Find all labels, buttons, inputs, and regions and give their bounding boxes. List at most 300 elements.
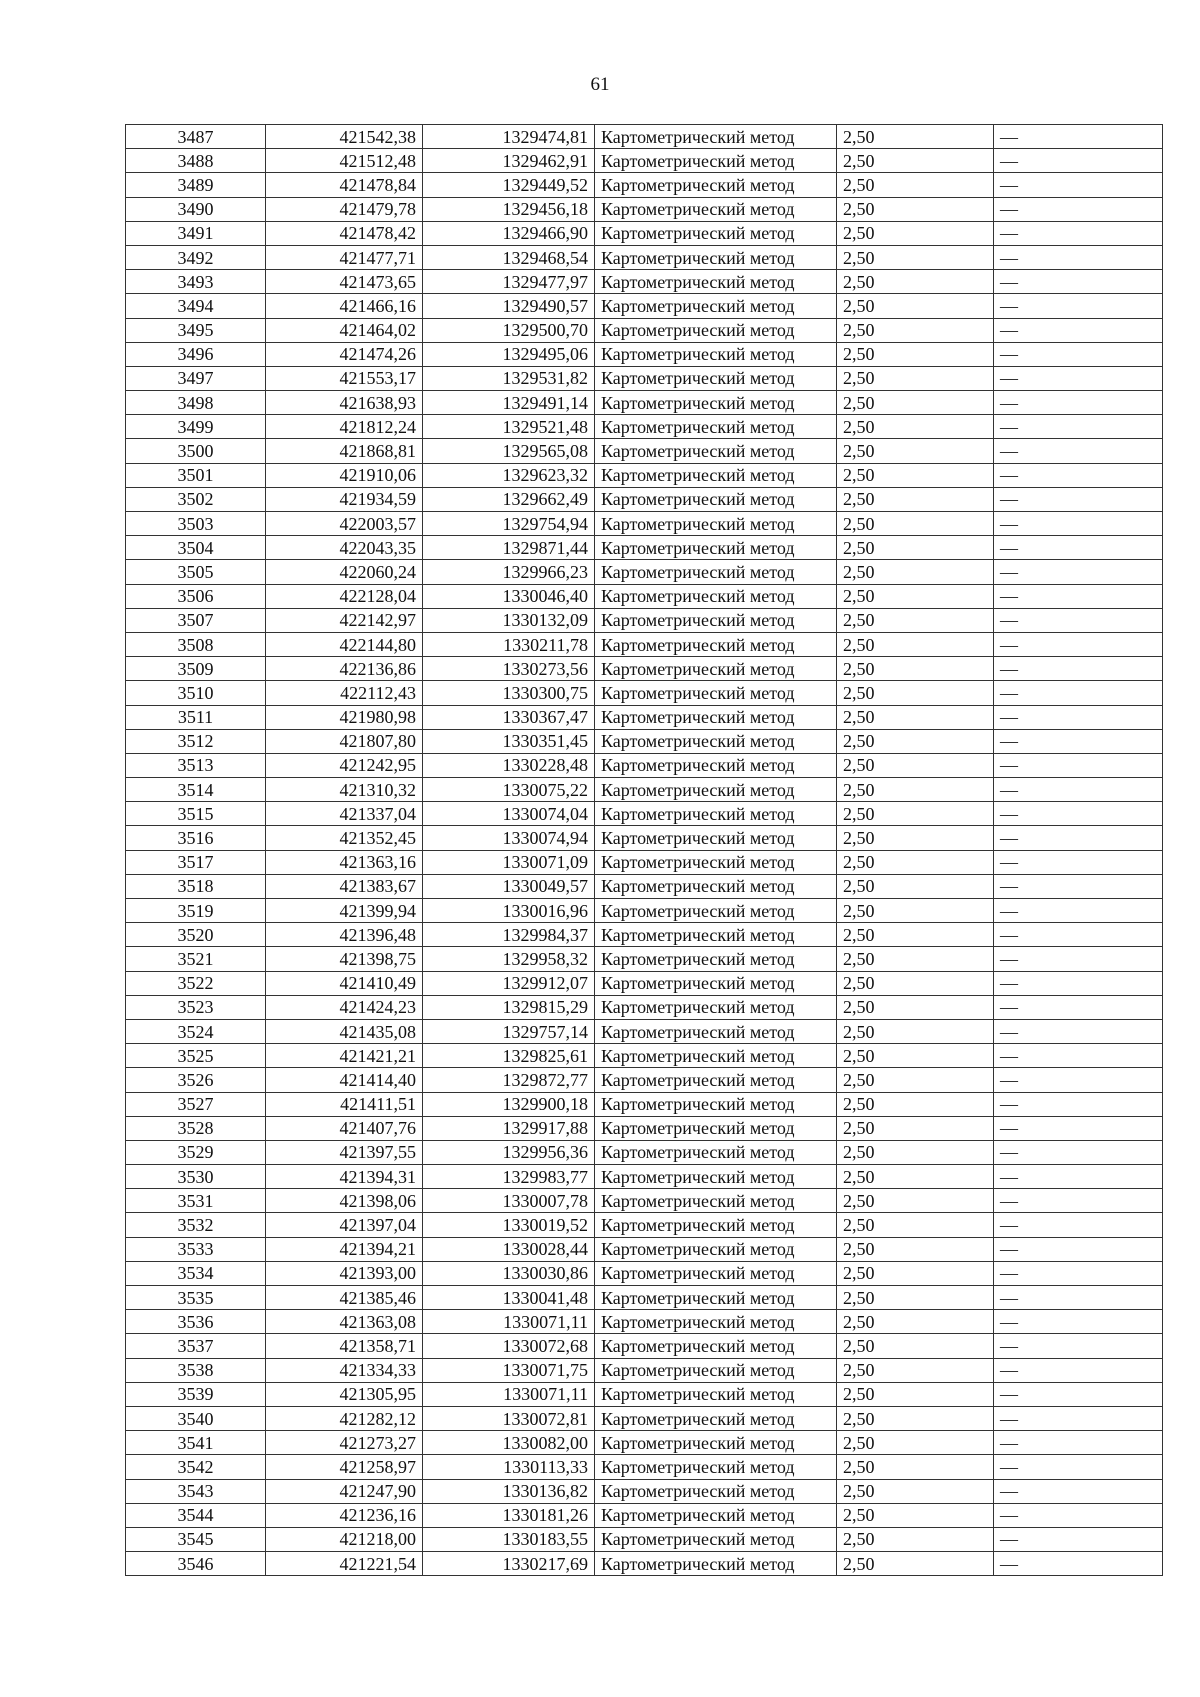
note-cell: —	[994, 850, 1163, 874]
point-number-cell: 3537	[126, 1334, 266, 1358]
x-coordinate-cell: 421934,59	[266, 487, 423, 511]
y-coordinate-cell: 1330071,11	[423, 1310, 595, 1334]
note-cell: —	[994, 366, 1163, 390]
x-coordinate-cell: 421421,21	[266, 1044, 423, 1068]
x-coordinate-cell: 421282,12	[266, 1406, 423, 1430]
point-number-cell: 3534	[126, 1261, 266, 1285]
table-row	[126, 294, 1163, 318]
note-cell: —	[994, 995, 1163, 1019]
note-cell: —	[994, 681, 1163, 705]
table-row	[126, 1092, 1163, 1116]
x-coordinate-cell: 421398,75	[266, 947, 423, 971]
table-row	[126, 1044, 1163, 1068]
y-coordinate-cell: 1329531,82	[423, 366, 595, 390]
point-number-cell: 3515	[126, 802, 266, 826]
error-cell: 2,50	[837, 874, 994, 898]
note-cell: —	[994, 1334, 1163, 1358]
point-number-cell: 3490	[126, 197, 266, 221]
error-cell: 2,50	[837, 1382, 994, 1406]
method-cell: Картометрический метод	[595, 560, 837, 584]
error-cell: 2,50	[837, 681, 994, 705]
point-number-cell: 3540	[126, 1406, 266, 1430]
note-cell: —	[994, 463, 1163, 487]
y-coordinate-cell: 1329872,77	[423, 1068, 595, 1092]
point-number-cell: 3545	[126, 1527, 266, 1551]
table-row	[126, 1261, 1163, 1285]
error-cell: 2,50	[837, 1261, 994, 1285]
note-cell: —	[994, 753, 1163, 777]
page-number: 61	[590, 74, 610, 95]
note-cell: —	[994, 1382, 1163, 1406]
point-number-cell: 3525	[126, 1044, 266, 1068]
table-row	[126, 1406, 1163, 1430]
x-coordinate-cell: 421638,93	[266, 391, 423, 415]
point-number-cell: 3512	[126, 729, 266, 753]
y-coordinate-cell: 1329495,06	[423, 342, 595, 366]
table-row	[126, 1286, 1163, 1310]
x-coordinate-cell: 421247,90	[266, 1479, 423, 1503]
x-coordinate-cell: 421414,40	[266, 1068, 423, 1092]
y-coordinate-cell: 1329468,54	[423, 245, 595, 269]
table-row	[126, 463, 1163, 487]
table-row	[126, 995, 1163, 1019]
table-row	[126, 657, 1163, 681]
point-number-cell: 3498	[126, 391, 266, 415]
error-cell: 2,50	[837, 995, 994, 1019]
error-cell: 2,50	[837, 270, 994, 294]
x-coordinate-cell: 421236,16	[266, 1503, 423, 1527]
y-coordinate-cell: 1329462,91	[423, 149, 595, 173]
point-number-cell: 3522	[126, 971, 266, 995]
method-cell: Картометрический метод	[595, 1116, 837, 1140]
table-row	[126, 850, 1163, 874]
method-cell: Картометрический метод	[595, 342, 837, 366]
point-number-cell: 3495	[126, 318, 266, 342]
x-coordinate-cell: 421477,71	[266, 245, 423, 269]
y-coordinate-cell: 1329815,29	[423, 995, 595, 1019]
table-row	[126, 560, 1163, 584]
error-cell: 2,50	[837, 899, 994, 923]
table-row	[126, 270, 1163, 294]
error-cell: 2,50	[837, 923, 994, 947]
method-cell: Картометрический метод	[595, 294, 837, 318]
table-row	[126, 729, 1163, 753]
method-cell: Картометрический метод	[595, 1527, 837, 1551]
x-coordinate-cell: 421478,84	[266, 173, 423, 197]
x-coordinate-cell: 422142,97	[266, 608, 423, 632]
note-cell: —	[994, 874, 1163, 898]
table-row	[126, 923, 1163, 947]
point-number-cell: 3519	[126, 899, 266, 923]
error-cell: 2,50	[837, 850, 994, 874]
error-cell: 2,50	[837, 294, 994, 318]
error-cell: 2,50	[837, 1237, 994, 1261]
note-cell: —	[994, 1431, 1163, 1455]
y-coordinate-cell: 1329477,97	[423, 270, 595, 294]
y-coordinate-cell: 1330072,81	[423, 1406, 595, 1430]
x-coordinate-cell: 421542,38	[266, 125, 423, 149]
method-cell: Картометрический метод	[595, 1213, 837, 1237]
note-cell: —	[994, 149, 1163, 173]
note-cell: —	[994, 971, 1163, 995]
table-row	[126, 1479, 1163, 1503]
x-coordinate-cell: 421397,55	[266, 1140, 423, 1164]
x-coordinate-cell: 421363,08	[266, 1310, 423, 1334]
y-coordinate-cell: 1330113,33	[423, 1455, 595, 1479]
error-cell: 2,50	[837, 584, 994, 608]
y-coordinate-cell: 1330028,44	[423, 1237, 595, 1261]
note-cell: —	[994, 705, 1163, 729]
error-cell: 2,50	[837, 1527, 994, 1551]
point-number-cell: 3509	[126, 657, 266, 681]
note-cell: —	[994, 1455, 1163, 1479]
y-coordinate-cell: 1330030,86	[423, 1261, 595, 1285]
error-cell: 2,50	[837, 1310, 994, 1334]
error-cell: 2,50	[837, 197, 994, 221]
note-cell: —	[994, 173, 1163, 197]
point-number-cell: 3546	[126, 1552, 266, 1576]
method-cell: Картометрический метод	[595, 149, 837, 173]
point-number-cell: 3530	[126, 1165, 266, 1189]
method-cell: Картометрический метод	[595, 270, 837, 294]
table-row	[126, 826, 1163, 850]
error-cell: 2,50	[837, 1431, 994, 1455]
error-cell: 2,50	[837, 439, 994, 463]
method-cell: Картометрический метод	[595, 995, 837, 1019]
error-cell: 2,50	[837, 1503, 994, 1527]
note-cell: —	[994, 584, 1163, 608]
y-coordinate-cell: 1330019,52	[423, 1213, 595, 1237]
table-row	[126, 1503, 1163, 1527]
note-cell: —	[994, 923, 1163, 947]
note-cell: —	[994, 1261, 1163, 1285]
y-coordinate-cell: 1330300,75	[423, 681, 595, 705]
note-cell: —	[994, 391, 1163, 415]
note-cell: —	[994, 487, 1163, 511]
table-row	[126, 318, 1163, 342]
note-cell: —	[994, 1358, 1163, 1382]
table-row	[126, 874, 1163, 898]
error-cell: 2,50	[837, 1455, 994, 1479]
y-coordinate-cell: 1329662,49	[423, 487, 595, 511]
method-cell: Картометрический метод	[595, 947, 837, 971]
table-row	[126, 1019, 1163, 1043]
y-coordinate-cell: 1330273,56	[423, 657, 595, 681]
x-coordinate-cell: 421474,26	[266, 342, 423, 366]
y-coordinate-cell: 1330071,75	[423, 1358, 595, 1382]
x-coordinate-cell: 421435,08	[266, 1019, 423, 1043]
error-cell: 2,50	[837, 1358, 994, 1382]
method-cell: Картометрический метод	[595, 512, 837, 536]
method-cell: Картометрический метод	[595, 173, 837, 197]
point-number-cell: 3514	[126, 778, 266, 802]
note-cell: —	[994, 1189, 1163, 1213]
point-number-cell: 3505	[126, 560, 266, 584]
point-number-cell: 3511	[126, 705, 266, 729]
table-row	[126, 947, 1163, 971]
point-number-cell: 3532	[126, 1213, 266, 1237]
note-cell: —	[994, 439, 1163, 463]
error-cell: 2,50	[837, 947, 994, 971]
error-cell: 2,50	[837, 1189, 994, 1213]
note-cell: —	[994, 1068, 1163, 1092]
y-coordinate-cell: 1330071,11	[423, 1382, 595, 1406]
table-row	[126, 512, 1163, 536]
x-coordinate-cell: 421258,97	[266, 1455, 423, 1479]
method-cell: Картометрический метод	[595, 1382, 837, 1406]
y-coordinate-cell: 1329825,61	[423, 1044, 595, 1068]
method-cell: Картометрический метод	[595, 632, 837, 656]
error-cell: 2,50	[837, 536, 994, 560]
x-coordinate-cell: 421466,16	[266, 294, 423, 318]
note-cell: —	[994, 270, 1163, 294]
x-coordinate-cell: 421394,31	[266, 1165, 423, 1189]
table-row	[126, 899, 1163, 923]
method-cell: Картометрический метод	[595, 681, 837, 705]
y-coordinate-cell: 1329983,77	[423, 1165, 595, 1189]
x-coordinate-cell: 421397,04	[266, 1213, 423, 1237]
note-cell: —	[994, 342, 1163, 366]
error-cell: 2,50	[837, 778, 994, 802]
point-number-cell: 3492	[126, 245, 266, 269]
x-coordinate-cell: 421305,95	[266, 1382, 423, 1406]
note-cell: —	[994, 1503, 1163, 1527]
method-cell: Картометрический метод	[595, 1165, 837, 1189]
method-cell: Картометрический метод	[595, 705, 837, 729]
point-number-cell: 3491	[126, 221, 266, 245]
error-cell: 2,50	[837, 1286, 994, 1310]
y-coordinate-cell: 1329984,37	[423, 923, 595, 947]
x-coordinate-cell: 421398,06	[266, 1189, 423, 1213]
note-cell: —	[994, 294, 1163, 318]
x-coordinate-cell: 421383,67	[266, 874, 423, 898]
x-coordinate-cell: 421337,04	[266, 802, 423, 826]
y-coordinate-cell: 1330367,47	[423, 705, 595, 729]
y-coordinate-cell: 1329754,94	[423, 512, 595, 536]
table-row	[126, 971, 1163, 995]
y-coordinate-cell: 1329449,52	[423, 173, 595, 197]
table-row	[126, 778, 1163, 802]
point-number-cell: 3529	[126, 1140, 266, 1164]
error-cell: 2,50	[837, 1092, 994, 1116]
note-cell: —	[994, 536, 1163, 560]
method-cell: Картометрический метод	[595, 802, 837, 826]
y-coordinate-cell: 1329500,70	[423, 318, 595, 342]
note-cell: —	[994, 1310, 1163, 1334]
y-coordinate-cell: 1329623,32	[423, 463, 595, 487]
point-number-cell: 3531	[126, 1189, 266, 1213]
table-row	[126, 705, 1163, 729]
y-coordinate-cell: 1330082,00	[423, 1431, 595, 1455]
error-cell: 2,50	[837, 753, 994, 777]
coordinates-table-body	[126, 125, 1163, 1576]
point-number-cell: 3500	[126, 439, 266, 463]
point-number-cell: 3494	[126, 294, 266, 318]
y-coordinate-cell: 1330016,96	[423, 899, 595, 923]
y-coordinate-cell: 1329474,81	[423, 125, 595, 149]
x-coordinate-cell: 421273,27	[266, 1431, 423, 1455]
method-cell: Картометрический метод	[595, 971, 837, 995]
method-cell: Картометрический метод	[595, 1019, 837, 1043]
method-cell: Картометрический метод	[595, 657, 837, 681]
error-cell: 2,50	[837, 487, 994, 511]
x-coordinate-cell: 421478,42	[266, 221, 423, 245]
note-cell: —	[994, 1479, 1163, 1503]
note-cell: —	[994, 1019, 1163, 1043]
note-cell: —	[994, 1140, 1163, 1164]
method-cell: Картометрический метод	[595, 899, 837, 923]
method-cell: Картометрический метод	[595, 245, 837, 269]
point-number-cell: 3538	[126, 1358, 266, 1382]
point-number-cell: 3527	[126, 1092, 266, 1116]
point-number-cell: 3539	[126, 1382, 266, 1406]
x-coordinate-cell: 421385,46	[266, 1286, 423, 1310]
error-cell: 2,50	[837, 1165, 994, 1189]
point-number-cell: 3508	[126, 632, 266, 656]
table-row	[126, 1431, 1163, 1455]
method-cell: Картометрический метод	[595, 391, 837, 415]
note-cell: —	[994, 802, 1163, 826]
x-coordinate-cell: 421464,02	[266, 318, 423, 342]
point-number-cell: 3526	[126, 1068, 266, 1092]
table-row	[126, 802, 1163, 826]
y-coordinate-cell: 1330046,40	[423, 584, 595, 608]
error-cell: 2,50	[837, 125, 994, 149]
error-cell: 2,50	[837, 632, 994, 656]
y-coordinate-cell: 1330074,04	[423, 802, 595, 826]
y-coordinate-cell: 1330132,09	[423, 608, 595, 632]
table-row	[126, 1552, 1163, 1576]
table-row	[126, 1165, 1163, 1189]
method-cell: Картометрический метод	[595, 1044, 837, 1068]
error-cell: 2,50	[837, 1044, 994, 1068]
table-row	[126, 1382, 1163, 1406]
table-row	[126, 753, 1163, 777]
y-coordinate-cell: 1329956,36	[423, 1140, 595, 1164]
error-cell: 2,50	[837, 1406, 994, 1430]
y-coordinate-cell: 1329871,44	[423, 536, 595, 560]
point-number-cell: 3518	[126, 874, 266, 898]
table-row	[126, 1068, 1163, 1092]
error-cell: 2,50	[837, 1479, 994, 1503]
x-coordinate-cell: 422112,43	[266, 681, 423, 705]
x-coordinate-cell: 421512,48	[266, 149, 423, 173]
point-number-cell: 3517	[126, 850, 266, 874]
method-cell: Картометрический метод	[595, 221, 837, 245]
note-cell: —	[994, 125, 1163, 149]
method-cell: Картометрический метод	[595, 463, 837, 487]
note-cell: —	[994, 1213, 1163, 1237]
table-row	[126, 1116, 1163, 1140]
point-number-cell: 3493	[126, 270, 266, 294]
table-row	[126, 366, 1163, 390]
x-coordinate-cell: 421473,65	[266, 270, 423, 294]
y-coordinate-cell: 1330183,55	[423, 1527, 595, 1551]
table-row	[126, 1358, 1163, 1382]
y-coordinate-cell: 1329966,23	[423, 560, 595, 584]
x-coordinate-cell: 421807,80	[266, 729, 423, 753]
y-coordinate-cell: 1330351,45	[423, 729, 595, 753]
table-row	[126, 681, 1163, 705]
table-row	[126, 536, 1163, 560]
x-coordinate-cell: 421812,24	[266, 415, 423, 439]
note-cell: —	[994, 657, 1163, 681]
table-row	[126, 1310, 1163, 1334]
x-coordinate-cell: 421221,54	[266, 1552, 423, 1576]
point-number-cell: 3497	[126, 366, 266, 390]
method-cell: Картометрический метод	[595, 753, 837, 777]
x-coordinate-cell: 421310,32	[266, 778, 423, 802]
error-cell: 2,50	[837, 342, 994, 366]
note-cell: —	[994, 197, 1163, 221]
error-cell: 2,50	[837, 1068, 994, 1092]
method-cell: Картометрический метод	[595, 318, 837, 342]
x-coordinate-cell: 421352,45	[266, 826, 423, 850]
note-cell: —	[994, 947, 1163, 971]
error-cell: 2,50	[837, 1213, 994, 1237]
method-cell: Картометрический метод	[595, 1479, 837, 1503]
table-row	[126, 439, 1163, 463]
note-cell: —	[994, 632, 1163, 656]
x-coordinate-cell: 421242,95	[266, 753, 423, 777]
note-cell: —	[994, 1406, 1163, 1430]
note-cell: —	[994, 826, 1163, 850]
note-cell: —	[994, 1237, 1163, 1261]
method-cell: Картометрический метод	[595, 1455, 837, 1479]
method-cell: Картометрический метод	[595, 536, 837, 560]
point-number-cell: 3521	[126, 947, 266, 971]
error-cell: 2,50	[837, 608, 994, 632]
method-cell: Картометрический метод	[595, 487, 837, 511]
x-coordinate-cell: 421358,71	[266, 1334, 423, 1358]
x-coordinate-cell: 422003,57	[266, 512, 423, 536]
table-row	[126, 391, 1163, 415]
point-number-cell: 3536	[126, 1310, 266, 1334]
point-number-cell: 3506	[126, 584, 266, 608]
x-coordinate-cell: 422060,24	[266, 560, 423, 584]
point-number-cell: 3499	[126, 415, 266, 439]
point-number-cell: 3496	[126, 342, 266, 366]
y-coordinate-cell: 1329912,07	[423, 971, 595, 995]
x-coordinate-cell: 421218,00	[266, 1527, 423, 1551]
note-cell: —	[994, 778, 1163, 802]
table-row	[126, 1455, 1163, 1479]
error-cell: 2,50	[837, 512, 994, 536]
table-row	[126, 342, 1163, 366]
error-cell: 2,50	[837, 826, 994, 850]
coordinates-table	[125, 124, 1163, 1576]
x-coordinate-cell: 421410,49	[266, 971, 423, 995]
point-number-cell: 3504	[126, 536, 266, 560]
note-cell: —	[994, 1527, 1163, 1551]
x-coordinate-cell: 421407,76	[266, 1116, 423, 1140]
error-cell: 2,50	[837, 415, 994, 439]
error-cell: 2,50	[837, 149, 994, 173]
table-row	[126, 173, 1163, 197]
method-cell: Картометрический метод	[595, 1189, 837, 1213]
table-row	[126, 125, 1163, 149]
x-coordinate-cell: 421980,98	[266, 705, 423, 729]
method-cell: Картометрический метод	[595, 584, 837, 608]
point-number-cell: 3487	[126, 125, 266, 149]
y-coordinate-cell: 1330136,82	[423, 1479, 595, 1503]
error-cell: 2,50	[837, 1140, 994, 1164]
note-cell: —	[994, 1092, 1163, 1116]
note-cell: —	[994, 1044, 1163, 1068]
method-cell: Картометрический метод	[595, 1503, 837, 1527]
point-number-cell: 3542	[126, 1455, 266, 1479]
error-cell: 2,50	[837, 657, 994, 681]
